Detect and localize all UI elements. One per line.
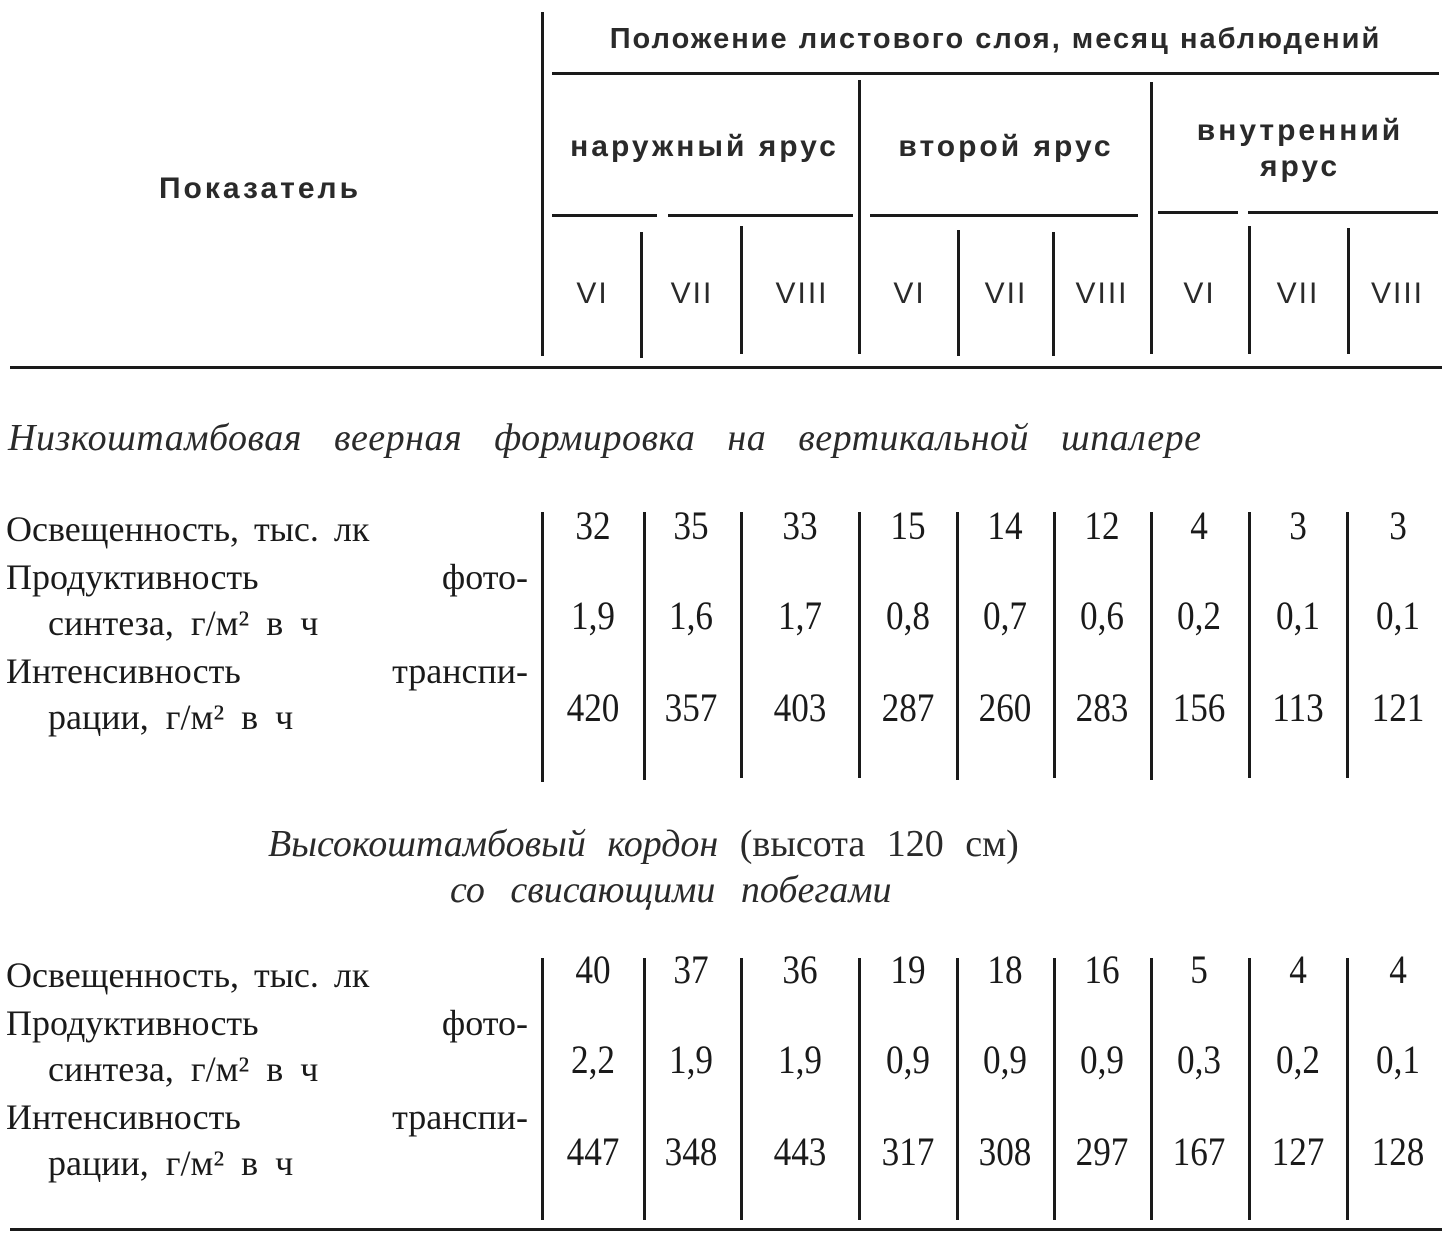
value-cell: 5	[1190, 947, 1208, 992]
value-cell: 167	[1172, 1129, 1226, 1174]
column-divider	[1248, 512, 1251, 778]
row-label: Освещенность, тыс. лк	[6, 955, 370, 995]
value-cell: 0,2	[1177, 593, 1221, 638]
value-cell: 0,6	[1080, 593, 1124, 638]
row-label: рации, г/м² в ч	[48, 1143, 294, 1183]
value-cell: 3	[1289, 503, 1307, 548]
value-cell: 0,1	[1376, 593, 1420, 638]
month-header: VII	[984, 277, 1028, 310]
value-cell: 1,9	[669, 1037, 713, 1082]
tier-header-inner-line2: ярус	[1259, 150, 1341, 183]
indicator-header: Показатель	[158, 172, 362, 205]
header-rule	[552, 214, 657, 217]
column-divider	[643, 512, 646, 780]
row-label: синтеза, г/м² в ч	[48, 1049, 319, 1089]
column-divider	[740, 512, 743, 778]
month-header: VII	[1276, 277, 1320, 310]
header-rule	[870, 214, 1138, 217]
value-cell: 0,8	[886, 593, 930, 638]
value-cell: 19	[890, 947, 926, 992]
section-title-line2: со свисающими побегами	[450, 869, 892, 911]
month-header: VIII	[1370, 277, 1424, 310]
header-divider	[1150, 82, 1153, 354]
header-divider	[1248, 226, 1251, 354]
row-label: Освещенность, тыс. лк	[6, 509, 370, 549]
value-cell: 127	[1271, 1129, 1325, 1174]
value-cell: 14	[987, 503, 1023, 548]
group-header: Положение листового слоя, месяц наблюдений	[609, 23, 1382, 55]
value-cell: 33	[782, 503, 818, 548]
value-cell: 260	[978, 685, 1032, 730]
value-cell: 287	[881, 685, 935, 730]
tier-header-outer: наружный ярус	[570, 130, 839, 163]
value-cell: 16	[1084, 947, 1120, 992]
value-cell: 0,9	[983, 1037, 1027, 1082]
value-cell: 12	[1084, 503, 1120, 548]
row-label: Продуктивность фото-	[6, 557, 528, 597]
value-cell: 40	[575, 947, 611, 992]
column-divider	[1346, 512, 1349, 778]
column-divider	[541, 512, 544, 782]
header-rule	[1248, 211, 1438, 214]
header-rule	[668, 214, 853, 217]
header-divider	[1347, 228, 1350, 354]
value-cell: 0,1	[1276, 593, 1320, 638]
column-divider	[1150, 512, 1153, 780]
month-header: VI	[893, 277, 926, 310]
month-header: VIII	[1075, 277, 1129, 310]
row-label: Интенсивность транспи-	[6, 651, 528, 691]
value-cell: 121	[1371, 685, 1425, 730]
column-divider	[1248, 958, 1251, 1220]
header-divider	[640, 232, 643, 358]
value-cell: 1,6	[669, 593, 713, 638]
tier-header-second: второй ярус	[898, 130, 1114, 163]
table-bottom-rule	[10, 1228, 1442, 1231]
value-cell: 15	[890, 503, 926, 548]
value-cell: 36	[782, 947, 818, 992]
value-cell: 0,3	[1177, 1037, 1221, 1082]
value-cell: 156	[1172, 685, 1226, 730]
column-divider	[643, 958, 646, 1220]
value-cell: 4	[1190, 503, 1208, 548]
value-cell: 357	[664, 685, 718, 730]
column-divider	[858, 958, 861, 1220]
header-divider	[957, 230, 960, 356]
header-divider	[541, 12, 544, 356]
value-cell: 32	[575, 503, 611, 548]
column-divider	[740, 958, 743, 1220]
value-cell: 128	[1371, 1129, 1425, 1174]
column-divider	[1053, 958, 1056, 1220]
value-cell: 1,7	[778, 593, 822, 638]
header-divider	[858, 80, 861, 354]
value-cell: 4	[1289, 947, 1307, 992]
column-divider	[956, 512, 959, 780]
section-title: Низкоштамбовая веерная формировка на вертикальной шпалере	[8, 417, 1202, 459]
column-divider	[858, 512, 861, 778]
value-cell: 283	[1075, 685, 1129, 730]
column-divider	[956, 958, 959, 1220]
section-title	[268, 822, 1019, 866]
value-cell: 1,9	[778, 1037, 822, 1082]
value-cell: 308	[978, 1129, 1032, 1174]
month-header: VII	[670, 277, 714, 310]
column-divider	[1346, 958, 1349, 1220]
row-label: Продуктивность фото-	[6, 1003, 528, 1043]
header-rule	[1158, 211, 1238, 214]
value-cell: 37	[673, 947, 709, 992]
row-label: рации, г/м² в ч	[48, 697, 294, 737]
value-cell: 297	[1075, 1129, 1129, 1174]
header-divider	[740, 226, 743, 354]
header-rule	[552, 72, 1439, 75]
value-cell: 35	[673, 503, 709, 548]
value-cell: 2,2	[571, 1037, 615, 1082]
column-divider	[1053, 512, 1056, 778]
value-cell: 18	[987, 947, 1023, 992]
column-divider	[541, 958, 544, 1220]
value-cell: 0,1	[1376, 1037, 1420, 1082]
value-cell: 317	[881, 1129, 935, 1174]
month-header: VIII	[775, 277, 829, 310]
header-divider	[1052, 232, 1055, 356]
value-cell: 4	[1389, 947, 1407, 992]
header-bottom-rule	[10, 366, 1442, 369]
month-header: VI	[576, 277, 609, 310]
column-divider	[1150, 958, 1153, 1220]
value-cell: 420	[566, 685, 620, 730]
row-label: синтеза, г/м² в ч	[48, 603, 319, 643]
value-cell: 447	[566, 1129, 620, 1174]
value-cell: 0,2	[1276, 1037, 1320, 1082]
value-cell: 0,9	[1080, 1037, 1124, 1082]
value-cell: 113	[1272, 685, 1324, 730]
value-cell: 348	[664, 1129, 718, 1174]
value-cell: 3	[1389, 503, 1407, 548]
month-header: VI	[1183, 277, 1216, 310]
value-cell: 403	[773, 685, 827, 730]
section-title-italic: Высокоштамбовый кордон	[268, 823, 719, 865]
section-title-upright: (высота 120 см)	[739, 823, 1019, 865]
row-label: Интенсивность транспи-	[6, 1097, 528, 1137]
value-cell: 0,9	[886, 1037, 930, 1082]
value-cell: 443	[773, 1129, 827, 1174]
tier-header-inner-line1: внутренний	[1196, 114, 1404, 147]
value-cell: 0,7	[983, 593, 1027, 638]
value-cell: 1,9	[571, 593, 615, 638]
